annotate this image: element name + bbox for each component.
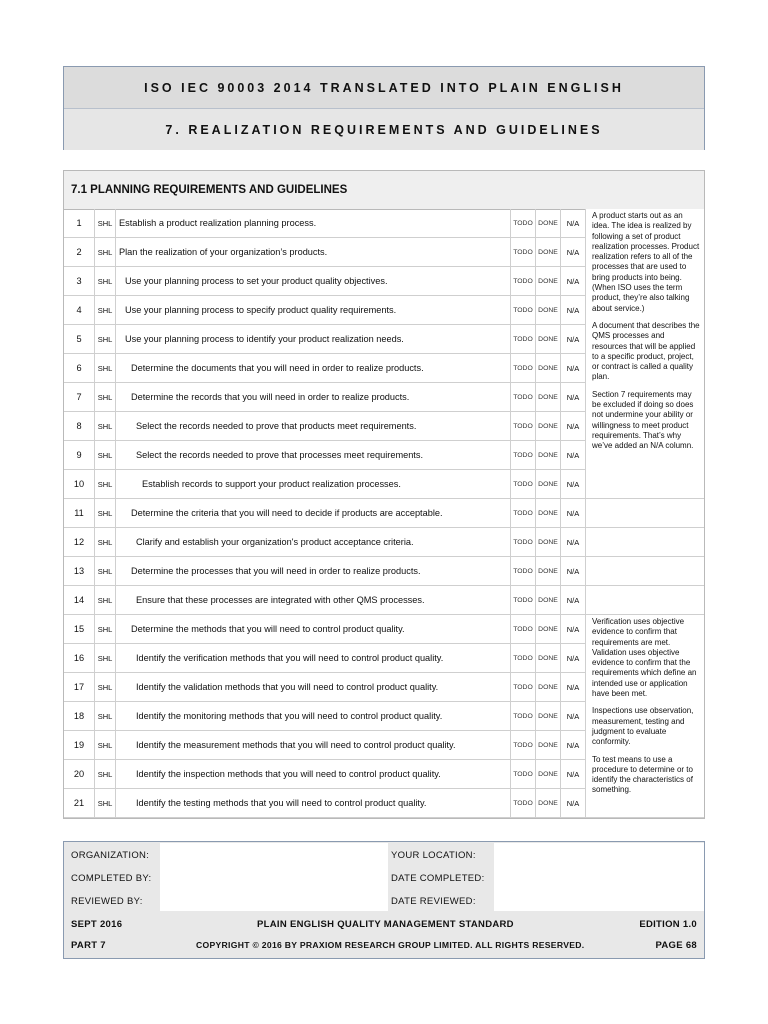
section-title: 7.1 PLANNING REQUIREMENTS AND GUIDELINES — [64, 171, 704, 210]
done-checkbox[interactable]: DONE — [536, 470, 561, 499]
done-checkbox[interactable]: DONE — [536, 383, 561, 412]
row-task — [116, 673, 511, 702]
todo-checkbox[interactable]: TODO — [511, 702, 536, 731]
done-checkbox[interactable]: DONE — [536, 325, 561, 354]
row-shl: SHL — [95, 325, 116, 354]
empty-note-cell — [586, 528, 705, 557]
row-task-text: Select the records needed to prove that products meet requirements. — [136, 421, 417, 431]
done-checkbox[interactable]: DONE — [536, 499, 561, 528]
row-task-text: Use your planning process to specify product quality requirements. — [125, 305, 397, 315]
notes-column-bottom — [586, 615, 705, 818]
row-task-text: Identify the monitoring methods that you will need to control product quality. — [136, 711, 443, 721]
row-shl: SHL — [95, 267, 116, 296]
todo-checkbox[interactable]: TODO — [511, 615, 536, 644]
document-footer — [63, 841, 705, 959]
row-task-text: Select the records needed to prove that processes meet requirements. — [136, 450, 424, 460]
todo-checkbox[interactable]: TODO — [511, 673, 536, 702]
row-task — [116, 412, 511, 441]
table-row — [64, 615, 704, 644]
row-task-text: Determine the criteria that you will need to decide if products are acceptable. — [131, 508, 443, 518]
row-number: 13 — [64, 557, 95, 586]
organization-label: ORGANIZATION: — [71, 850, 150, 861]
row-number: 1 — [64, 209, 95, 238]
row-shl: SHL — [95, 209, 116, 238]
todo-checkbox[interactable]: TODO — [511, 325, 536, 354]
row-task — [116, 383, 511, 412]
row-number: 11 — [64, 499, 95, 528]
done-checkbox[interactable]: DONE — [536, 296, 561, 325]
row-task-text: Identify the testing methods that you will need to control product quality. — [136, 798, 427, 808]
row-task-text: Determine the processes that you will need in order to realize products. — [131, 566, 421, 576]
row-task — [116, 557, 511, 586]
done-checkbox[interactable]: DONE — [536, 731, 561, 760]
na-checkbox[interactable]: N/A — [561, 354, 586, 383]
row-task — [116, 499, 511, 528]
row-number: 15 — [64, 615, 95, 644]
todo-checkbox[interactable]: TODO — [511, 209, 536, 238]
side-note — [586, 615, 704, 796]
done-checkbox[interactable]: DONE — [536, 789, 561, 818]
row-shl: SHL — [95, 731, 116, 760]
row-number: 9 — [64, 441, 95, 470]
row-number: 8 — [64, 412, 95, 441]
row-task — [116, 644, 511, 673]
na-checkbox[interactable]: N/A — [561, 615, 586, 644]
row-number: 6 — [64, 354, 95, 383]
requirements-section — [63, 170, 705, 819]
row-number: 16 — [64, 644, 95, 673]
row-shl: SHL — [95, 760, 116, 789]
todo-checkbox[interactable]: TODO — [511, 470, 536, 499]
empty-note-cell — [586, 557, 705, 586]
na-checkbox[interactable]: N/A — [561, 528, 586, 557]
row-number: 4 — [64, 296, 95, 325]
todo-checkbox[interactable]: TODO — [511, 528, 536, 557]
row-task — [116, 267, 511, 296]
table-row — [64, 209, 704, 238]
row-task — [116, 528, 511, 557]
empty-note-cell — [586, 586, 705, 615]
document-header — [63, 66, 705, 150]
row-number: 21 — [64, 789, 95, 818]
your-location-field[interactable] — [494, 843, 704, 911]
row-shl: SHL — [95, 470, 116, 499]
todo-checkbox[interactable]: TODO — [511, 267, 536, 296]
date-completed-label: DATE COMPLETED: — [391, 873, 485, 884]
na-checkbox[interactable]: N/A — [561, 789, 586, 818]
done-checkbox[interactable]: DONE — [536, 760, 561, 789]
row-shl: SHL — [95, 238, 116, 267]
footer-standard: PLAIN ENGLISH QUALITY MANAGEMENT STANDARD — [257, 919, 514, 930]
na-checkbox[interactable]: N/A — [561, 499, 586, 528]
notes-column-top — [586, 209, 705, 499]
row-task — [116, 354, 511, 383]
row-number: 19 — [64, 731, 95, 760]
table-row — [64, 499, 704, 528]
todo-checkbox[interactable]: TODO — [511, 441, 536, 470]
row-task-text: Use your planning process to set your product quality objectives. — [125, 276, 388, 286]
todo-checkbox[interactable]: TODO — [511, 586, 536, 615]
row-shl: SHL — [95, 383, 116, 412]
document-title: ISO IEC 90003 2014 TRANSLATED INTO PLAIN ENGLISH — [64, 67, 704, 108]
row-task — [116, 615, 511, 644]
row-task-text: Use your planning process to identify your product realization needs. — [125, 334, 404, 344]
table-row — [64, 557, 704, 586]
todo-checkbox[interactable]: TODO — [511, 644, 536, 673]
done-checkbox[interactable]: DONE — [536, 238, 561, 267]
done-checkbox[interactable]: DONE — [536, 615, 561, 644]
row-shl: SHL — [95, 586, 116, 615]
todo-checkbox[interactable]: TODO — [511, 760, 536, 789]
row-task — [116, 702, 511, 731]
side-note — [586, 209, 704, 452]
table-row — [64, 586, 704, 615]
side-note-paragraph: A document that describes the QMS processes and resources that will be applied to a specific product, project, or contract is called a quality plan. — [592, 320, 700, 382]
row-task — [116, 325, 511, 354]
empty-note-cell — [586, 499, 705, 528]
row-shl: SHL — [95, 702, 116, 731]
row-task-text: Determine the methods that you will need to control product quality. — [131, 624, 405, 634]
row-number: 14 — [64, 586, 95, 615]
row-shl: SHL — [95, 673, 116, 702]
todo-checkbox[interactable]: TODO — [511, 557, 536, 586]
row-task — [116, 441, 511, 470]
todo-checkbox[interactable]: TODO — [511, 354, 536, 383]
row-shl: SHL — [95, 499, 116, 528]
row-shl: SHL — [95, 789, 116, 818]
side-note-paragraph: To test means to use a procedure to determine or to identify the characteristics of something. — [592, 754, 693, 795]
date-reviewed-label: DATE REVIEWED: — [391, 896, 476, 907]
row-task-text: Determine the documents that you will need in order to realize products. — [131, 363, 424, 373]
na-checkbox[interactable]: N/A — [561, 470, 586, 499]
row-shl: SHL — [95, 296, 116, 325]
your-location-label: YOUR LOCATION: — [391, 850, 476, 861]
row-task — [116, 789, 511, 818]
todo-checkbox[interactable]: TODO — [511, 412, 536, 441]
todo-checkbox[interactable]: TODO — [511, 383, 536, 412]
na-checkbox[interactable]: N/A — [561, 702, 586, 731]
row-shl: SHL — [95, 644, 116, 673]
row-task-text: Identify the measurement methods that you will need to control product quality. — [136, 740, 456, 750]
row-number: 18 — [64, 702, 95, 731]
na-checkbox[interactable]: N/A — [561, 412, 586, 441]
row-number: 2 — [64, 238, 95, 267]
done-checkbox[interactable]: DONE — [536, 557, 561, 586]
done-checkbox[interactable]: DONE — [536, 528, 561, 557]
row-task-text: Ensure that these processes are integrated with other QMS processes. — [136, 595, 425, 605]
na-checkbox[interactable]: N/A — [561, 209, 586, 238]
todo-checkbox[interactable]: TODO — [511, 238, 536, 267]
footer-edition: EDITION 1.0 — [639, 919, 697, 930]
na-checkbox[interactable]: N/A — [561, 586, 586, 615]
todo-checkbox[interactable]: TODO — [511, 731, 536, 760]
done-checkbox[interactable]: DONE — [536, 354, 561, 383]
na-checkbox[interactable]: N/A — [561, 673, 586, 702]
side-note-paragraph: Verification uses objective evidence to confirm that requirements are met. Validation uses objective evidence to confirm that the requirements which define an intended use or application have been met. — [592, 617, 697, 699]
na-checkbox[interactable]: N/A — [561, 325, 586, 354]
footer-date: SEPT 2016 — [71, 919, 123, 930]
document-subtitle: 7. REALIZATION REQUIREMENTS AND GUIDELINES — [64, 108, 704, 150]
footer-copyright: COPYRIGHT © 2016 BY PRAXIOM RESEARCH GROUP LIMITED. ALL RIGHTS RESERVED. — [196, 940, 585, 950]
row-number: 20 — [64, 760, 95, 789]
done-checkbox[interactable]: DONE — [536, 267, 561, 296]
row-task — [116, 238, 511, 267]
done-checkbox[interactable]: DONE — [536, 209, 561, 238]
done-checkbox[interactable]: DONE — [536, 702, 561, 731]
na-checkbox[interactable]: N/A — [561, 760, 586, 789]
todo-checkbox[interactable]: TODO — [511, 296, 536, 325]
row-number: 7 — [64, 383, 95, 412]
row-number: 10 — [64, 470, 95, 499]
row-task-text: Plan the realization of your organization’s products. — [119, 247, 328, 257]
footer-page: PAGE 68 — [655, 940, 697, 951]
row-task — [116, 760, 511, 789]
row-task — [116, 296, 511, 325]
side-note-paragraph: Section 7 requirements may be excluded if doing so does not undermine your ability or willingness to meet product requirements. That’s why we’ve added an N/A column. — [592, 389, 694, 451]
na-checkbox[interactable]: N/A — [561, 383, 586, 412]
row-task — [116, 731, 511, 760]
row-shl: SHL — [95, 615, 116, 644]
na-checkbox[interactable]: N/A — [561, 557, 586, 586]
na-checkbox[interactable]: N/A — [561, 267, 586, 296]
reviewed-by-label: REVIEWED BY: — [71, 896, 143, 907]
organization-field[interactable] — [160, 843, 388, 911]
na-checkbox[interactable]: N/A — [561, 644, 586, 673]
na-checkbox[interactable]: N/A — [561, 238, 586, 267]
row-task-text: Identify the verification methods that you will need to control product quality. — [136, 653, 444, 663]
row-task — [116, 586, 511, 615]
na-checkbox[interactable]: N/A — [561, 441, 586, 470]
row-task-text: Establish records to support your product realization processes. — [142, 479, 401, 489]
requirements-table — [64, 209, 704, 818]
done-checkbox[interactable]: DONE — [536, 412, 561, 441]
done-checkbox[interactable]: DONE — [536, 673, 561, 702]
na-checkbox[interactable]: N/A — [561, 731, 586, 760]
row-task-text: Identify the inspection methods that you will need to control product quality. — [136, 769, 441, 779]
todo-checkbox[interactable]: TODO — [511, 499, 536, 528]
row-task-text: Establish a product realization planning process. — [119, 218, 317, 228]
row-number: 17 — [64, 673, 95, 702]
done-checkbox[interactable]: DONE — [536, 644, 561, 673]
row-task-text: Clarify and establish your organization's product acceptance criteria. — [136, 537, 414, 547]
row-shl: SHL — [95, 557, 116, 586]
completed-by-label: COMPLETED BY: — [71, 873, 152, 884]
row-number: 5 — [64, 325, 95, 354]
done-checkbox[interactable]: DONE — [536, 586, 561, 615]
row-number: 12 — [64, 528, 95, 557]
row-shl: SHL — [95, 528, 116, 557]
row-shl: SHL — [95, 354, 116, 383]
row-shl: SHL — [95, 412, 116, 441]
row-task — [116, 470, 511, 499]
footer-part: PART 7 — [71, 940, 106, 951]
row-number: 3 — [64, 267, 95, 296]
todo-checkbox[interactable]: TODO — [511, 789, 536, 818]
row-shl: SHL — [95, 441, 116, 470]
side-note-paragraph: A product starts out as an idea. The idea is realized by following a set of product realization processes. Product realization refers to all of the processes that are used to bring products into being. (When ISO uses the term product, they’re also talking about service.) — [592, 211, 700, 313]
row-task-text: Determine the records that you will need in order to realize products. — [131, 392, 410, 402]
table-row — [64, 528, 704, 557]
row-task — [116, 209, 511, 238]
side-note-paragraph: Inspections use observation, measurement, testing and judgment to evaluate conformity. — [592, 706, 694, 747]
row-task-text: Identify the validation methods that you will need to control product quality. — [136, 682, 439, 692]
na-checkbox[interactable]: N/A — [561, 296, 586, 325]
done-checkbox[interactable]: DONE — [536, 441, 561, 470]
